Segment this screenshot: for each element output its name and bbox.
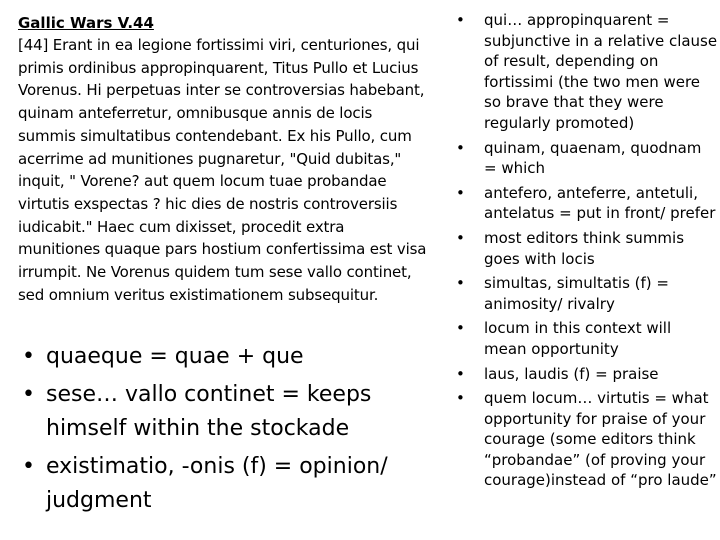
passage-line: sed omnium veritus existimationem subsequitur. [18, 285, 379, 304]
passage-line: iudicabit." Haec cum dixisset, procedit extra [18, 217, 345, 236]
note-item: • simultas, simultatis (f) = animosity/ rivalry [456, 273, 718, 314]
passage-line: irrumpit. Ne Vorenus quidem tum sese vallo continet, [18, 263, 412, 282]
passage-line: summis simultatibus contendebant. Ex his Pullo, cum [18, 126, 412, 145]
latin-passage [18, 34, 473, 306]
note-item: • quinam, quaenam, quodnam = which [456, 138, 718, 179]
note-item: • antefero, anteferre, antetuli, antelatus = put in front/ prefer [456, 183, 718, 224]
passage-line: Vorenus. Hi perpetuas inter se controversias habebant, [18, 81, 425, 100]
passage-line: acerrime ad munitiones pugnaretur, "Quid dubitas," [18, 149, 402, 168]
passage-line: inquit, " Vorene? aut quem locum tuae probandae [18, 172, 387, 191]
note-item: • laus, laudis (f) = praise [456, 364, 718, 385]
note-item: • most editors think summis goes with locis [456, 228, 718, 269]
note-item: • qui… appropinquarent = subjunctive in a relative clause of result, depending on fortissimi (the two men were so brave that they were regularly promoted) [456, 10, 718, 134]
vocab-item: • quaeque = quae + que [18, 340, 458, 374]
vocab-item: • sese… vallo continet = keeps himself within the stockade [18, 378, 458, 446]
note-item: • locum in this context will mean opportunity [456, 318, 718, 359]
vocab-list-main [18, 340, 458, 522]
passage-line: [44] Erant in ea legione fortissimi viri, centuriones, qui [18, 36, 420, 54]
passage-column [18, 13, 473, 306]
notes-list [456, 10, 718, 495]
passage-line: virtutis exspectas ? hic dies de nostris controversiis [18, 194, 398, 213]
vocab-item: • existimatio, -onis (f) = opinion/ judgment [18, 450, 458, 518]
passage-title: Gallic Wars V.44 [18, 14, 154, 32]
note-item: • quem locum… virtutis = what opportunity for praise of your courage (some editors think “probandae” (of proving your courage)instead of “pro laude” [456, 388, 718, 491]
passage-line: munitiones quaque pars hostium confertissima est visa [18, 240, 427, 259]
passage-line: quinam anteferretur, omnibusque annis de locis [18, 104, 373, 123]
passage-line: primis ordinibus appropinquarent, Titus Pullo et Lucius [18, 58, 419, 77]
